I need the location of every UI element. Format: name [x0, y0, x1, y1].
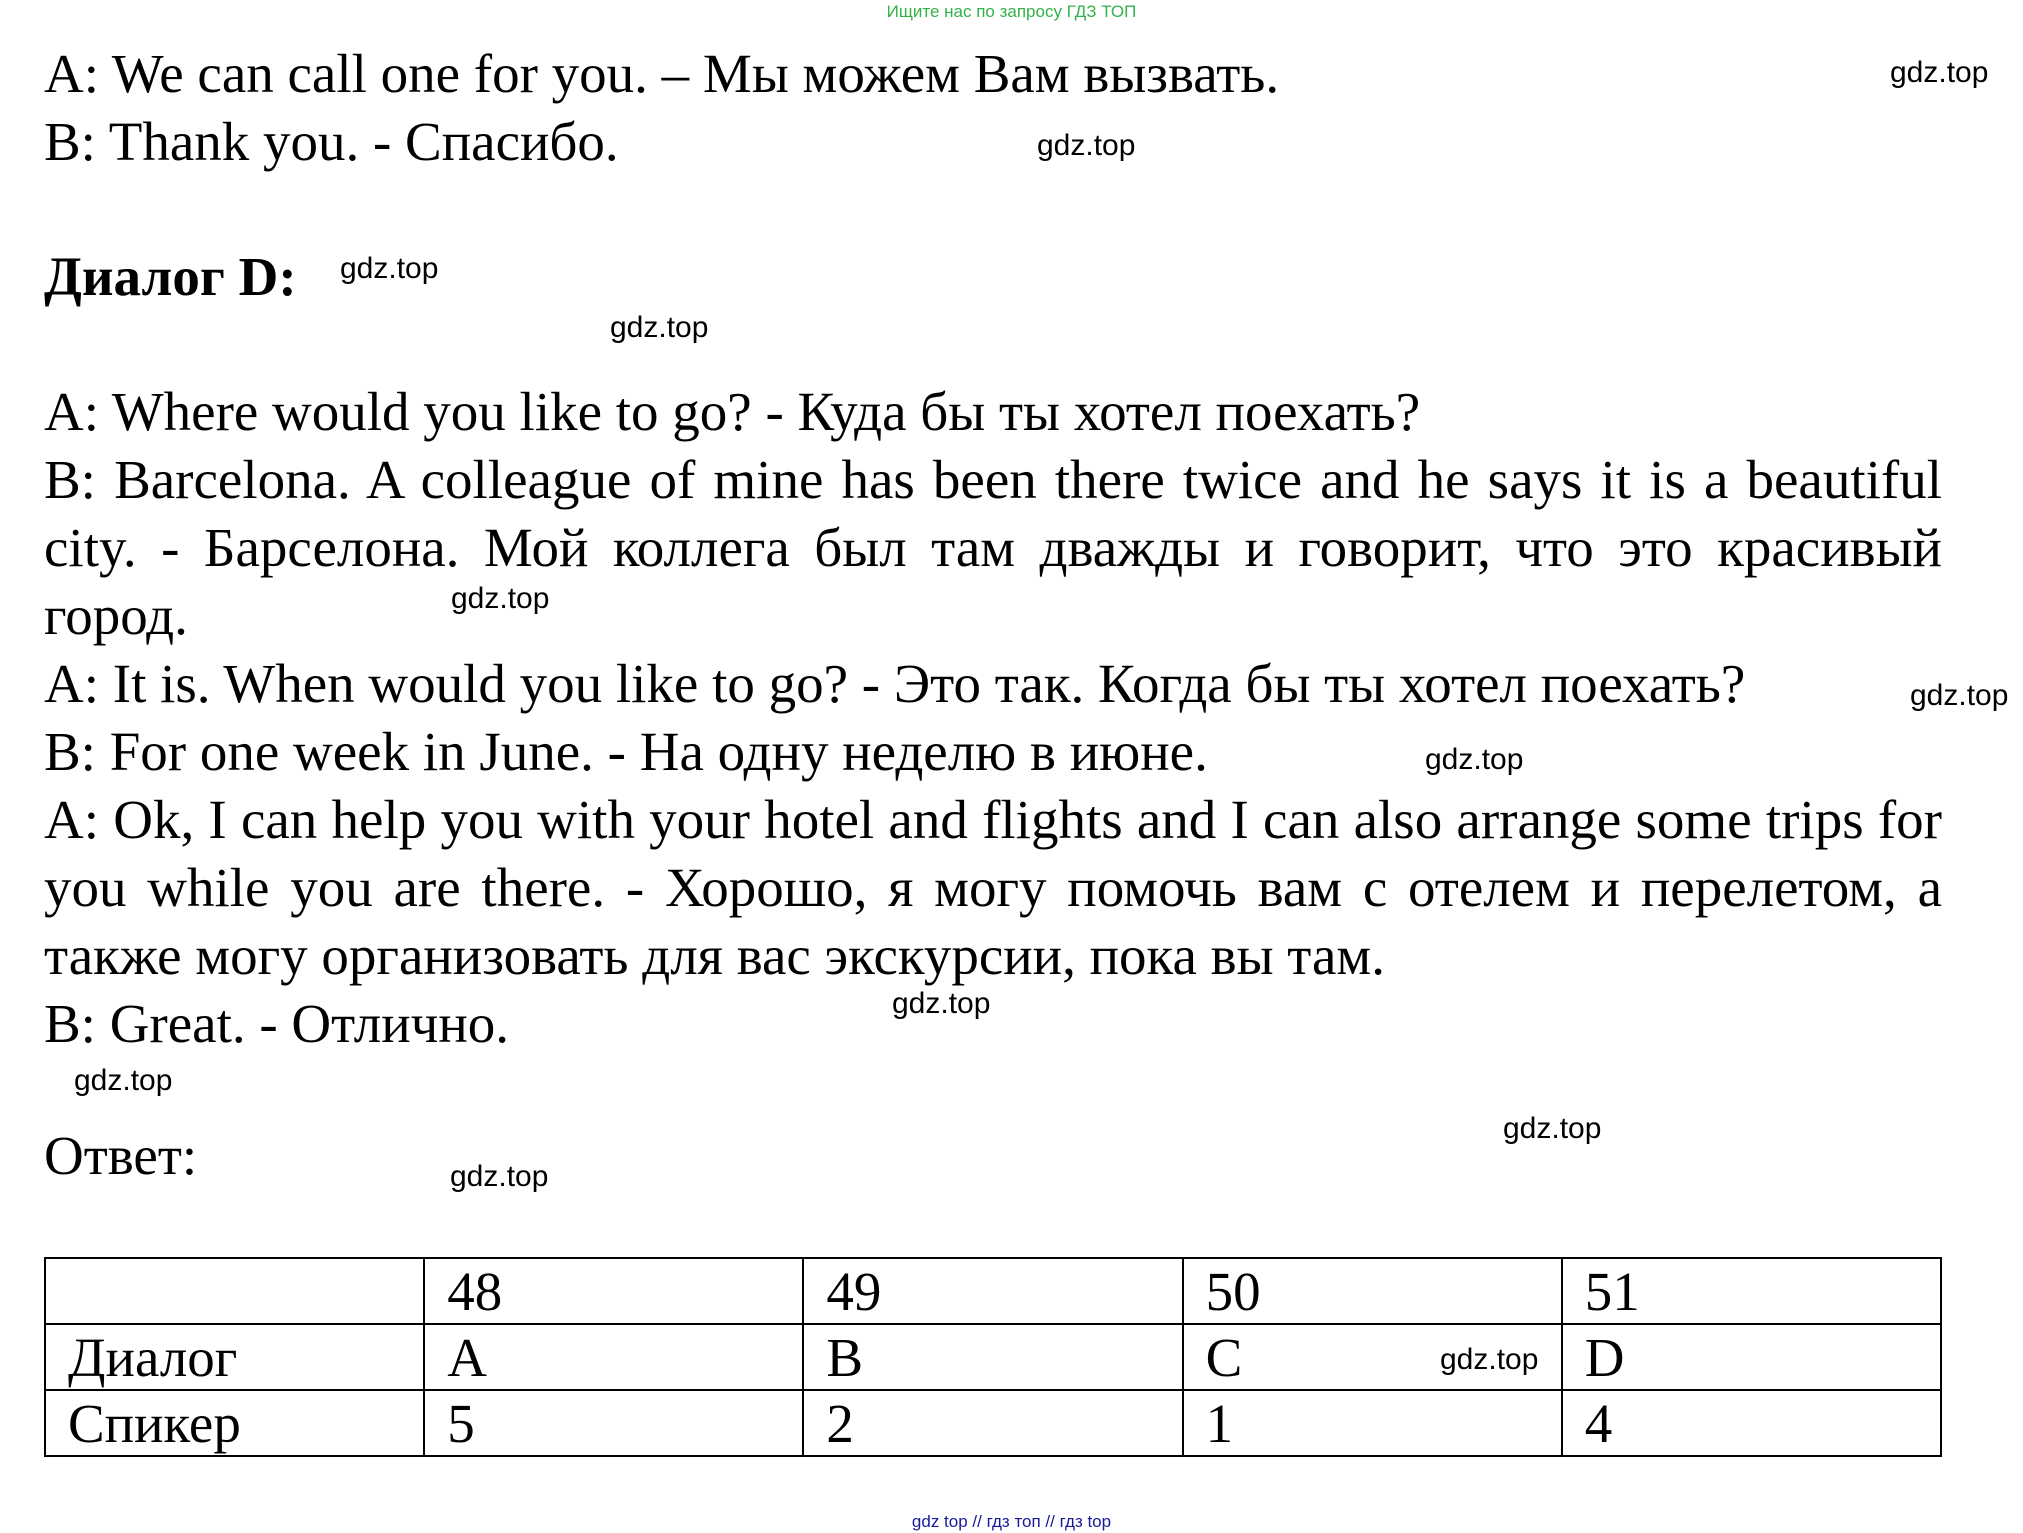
watermark: gdz.top	[610, 311, 709, 344]
table-cell: 2	[803, 1390, 1182, 1456]
watermark: gdz.top	[1503, 1112, 1602, 1145]
watermark: gdz.top	[892, 987, 991, 1020]
top-banner: Ищите нас по запросу ГДЗ ТОП	[886, 2, 1137, 21]
table-cell: C	[1183, 1324, 1562, 1390]
table-row-speaker	[45, 1390, 1941, 1456]
dialog-d-line-3: A: It is. When would you like to go? - Это так. Когда бы ты хотел поехать?	[44, 653, 1746, 714]
watermark: gdz.top	[1890, 56, 1989, 89]
answer-table	[44, 1257, 1942, 1457]
answer-label: Ответ:	[44, 1125, 198, 1186]
watermark: gdz.top	[1037, 129, 1136, 162]
table-cell: 1	[1183, 1390, 1562, 1456]
table-cell: 51	[1562, 1258, 1941, 1324]
watermark: gdz.top	[1425, 743, 1524, 776]
table-cell: A	[424, 1324, 803, 1390]
table-cell: 5	[424, 1390, 803, 1456]
watermark: gdz.top	[451, 582, 550, 615]
table-cell: 49	[803, 1258, 1182, 1324]
table-cell: 48	[424, 1258, 803, 1324]
dialog-c-line-2: B: Thank you. - Спасибо.	[44, 111, 619, 172]
table-cell: 4	[1562, 1390, 1941, 1456]
dialog-d-line-6: B: Great. - Отлично.	[44, 993, 510, 1054]
watermark: gdz.top	[74, 1064, 173, 1097]
watermark: gdz.top	[1440, 1343, 1539, 1376]
dialog-c-line-1: A: We can call one for you. – Мы можем Вам вызвать.	[44, 43, 1280, 104]
table-cell: D	[1562, 1324, 1941, 1390]
table-cell: Диалог	[45, 1324, 424, 1390]
table-row-dialog	[45, 1324, 1941, 1390]
dialog-d-paragraph-5: A: Ok, I can help you with your hotel and flights and I can also arrange some trips for you while you are there. - Хорошо, я могу помочь вам с отелем и перелетом, а также могу организовать для вас экскурсии, пока вы там.	[44, 789, 1942, 986]
table-cell	[45, 1258, 424, 1324]
dialog-d-heading: Диалог D:	[44, 246, 297, 307]
watermark: gdz.top	[1910, 679, 2009, 712]
dialog-d-line-4: B: For one week in June. - На одну неделю в июне.	[44, 721, 1208, 782]
dialog-d-line-1: A: Where would you like to go? - Куда бы ты хотел поехать?	[44, 381, 1421, 442]
table-cell: 50	[1183, 1258, 1562, 1324]
table-cell: B	[803, 1324, 1182, 1390]
table-cell: Спикер	[45, 1390, 424, 1456]
dialog-d-paragraph-2: B: Barcelona. A colleague of mine has been there twice and he says it is a beautiful city. - Барселона. Мой коллега был там дважды и говорит, что это красивый город.	[44, 449, 1942, 646]
watermark: gdz.top	[450, 1160, 549, 1193]
table-row-header	[45, 1258, 1941, 1324]
watermark: gdz.top	[340, 252, 439, 285]
footer-text: gdz top // гдз топ // гдз top	[911, 1512, 1112, 1531]
